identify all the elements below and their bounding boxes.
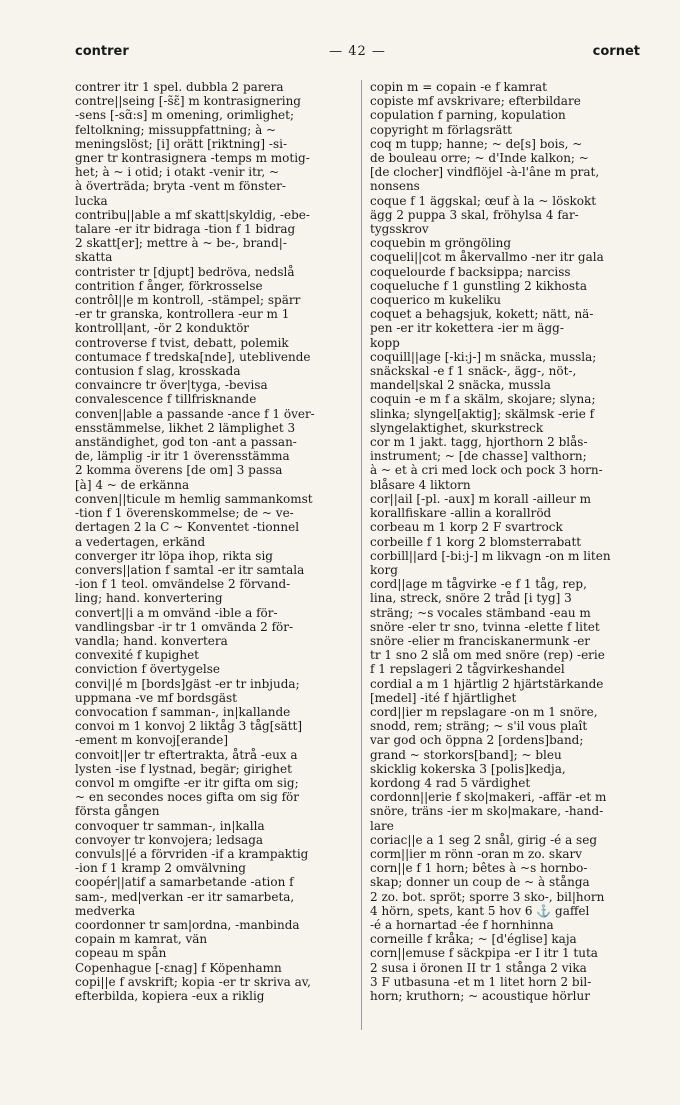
dictionary-line: copin m = copain -e f kamrat	[370, 80, 547, 94]
dictionary-line: convalescence f tillfrisknande	[75, 392, 257, 407]
dictionary-line: lare	[370, 818, 394, 833]
dictionary-line: -ion f 1 teol. omvändelse 2 förvand-	[75, 577, 291, 592]
dictionary-line: cord||age m tågvirke -e f 1 tåg, rep,	[370, 577, 587, 592]
dictionary-line: contribu||able a mf skatt|skyldig, -ebe-	[75, 207, 310, 222]
dictionary-line: coquebin m gröngöling	[370, 236, 512, 251]
dictionary-line: convoyer tr konvojera; ledsaga	[75, 832, 264, 847]
dictionary-line: snöre -elier m franciskanermunk -er	[370, 633, 591, 648]
dictionary-line: à överträda; bryta -vent m fönster-	[75, 179, 286, 194]
dictionary-line: -tion f 1 överenskommelse; de ~ ve-	[75, 506, 294, 521]
dictionary-line: corn||emuse f säckpipa -er I itr 1 tuta	[370, 946, 598, 961]
dictionary-line: vandlingsbar -ir tr 1 omvända 2 för-	[75, 619, 294, 634]
dictionary-line: copulation f parning, kopulation	[370, 108, 566, 123]
dictionary-line: convoi m 1 konvoj 2 liktåg 3 tåg[sätt]	[75, 719, 303, 734]
dictionary-line: lucka	[75, 193, 108, 208]
dictionary-line: corn||e f 1 horn; bêtes à ~s hornbo-	[370, 861, 588, 876]
dictionary-line: [à] 4 ~ de erkänna	[75, 477, 190, 492]
dictionary-line: instrument; ~ [de chasse] valthorn;	[370, 449, 587, 464]
dictionary-line: copyright m förlagsrätt	[370, 122, 512, 137]
dictionary-line: [de clocher] vindflöjel -à-l'âne m prat,	[370, 165, 600, 180]
dictionary-line: à ~ et à cri med lock och pock 3 horn-	[370, 463, 603, 478]
dictionary-line: coquin -e m f a skälm, skojare; slyna;	[370, 392, 596, 407]
dictionary-line: 2 komma överens [de om] 3 passa	[75, 463, 283, 478]
dictionary-line: contrer itr 1 spel. dubbla 2 parera	[75, 80, 284, 94]
dictionary-line: tygsskrov	[370, 222, 429, 237]
dictionary-line: snöre -eler tr sno, tvinna -elette f litet	[370, 619, 600, 634]
dictionary-line: lysten -ise f lystnad, begär; girighet	[75, 761, 292, 776]
dictionary-line: 2 zo. bot. spröt; sporre 3 sko-, bil|horn	[370, 889, 605, 904]
dictionary-line: coqueli||cot m åkervallmo -ner itr gala	[370, 250, 604, 265]
dictionary-line: coriac||e a 1 seg 2 snål, girig -é a seg	[370, 832, 597, 847]
dictionary-line: coquerico m kukeliku	[370, 293, 502, 308]
dictionary-line: conven||able a passande -ance f 1 över-	[75, 406, 315, 421]
dictionary-line: convert||i a m omvänd -ible a för-	[75, 605, 278, 620]
dictionary-line: f 1 repslageri 2 tågvirkeshandel	[370, 662, 565, 677]
dictionary-line: cord||ier m repslagare -on m 1 snöre,	[370, 704, 598, 719]
dictionary-line: mandel|skal 2 snäcka, mussla	[370, 378, 551, 393]
dictionary-line: convers||ation f samtal -er itr samtala	[75, 562, 305, 577]
dictionary-line: blåsare 4 liktorn	[370, 477, 471, 492]
dictionary-line: meningslöst; [i] orätt [riktning] -si-	[75, 136, 288, 151]
dictionary-line: convi||é m [bords]gäst -er tr inbjuda;	[75, 676, 300, 691]
dictionary-line: convoit||er tr eftertrakta, åtrå -eux a	[75, 747, 298, 762]
dictionary-line: corm||ier m rönn -oran m zo. skarv	[370, 846, 583, 861]
dictionary-line: convexité f kupighet	[75, 648, 200, 663]
dictionary-line: cor m 1 jakt. tagg, hjorthorn 2 blås-	[370, 435, 588, 450]
page-number: — 42 —	[329, 44, 386, 59]
dictionary-line: ägg 2 puppa 3 skal, fröhylsa 4 far-	[370, 207, 579, 222]
dictionary-line: feltolkning; missuppfattning; à ~	[75, 122, 277, 137]
dictionary-line: coqueluche f 1 gunstling 2 kikhosta	[370, 278, 588, 293]
dictionary-line: kopp	[370, 335, 400, 350]
dictionary-line: sam-, med|verkan -er itr samarbeta,	[75, 889, 295, 904]
dictionary-line: Copenhague [-ɛnag] f Köpenhamn	[75, 960, 282, 975]
dictionary-line: coordonner tr sam|ordna, -manbinda	[75, 917, 300, 932]
dictionary-line: sträng; ~s vocales stämband -eau m	[370, 605, 591, 620]
dictionary-line: tr 1 sno 2 slå om med snöre (rep) -erie	[370, 648, 605, 663]
dictionary-line: copi||e f avskrift; kopia -er tr skriva av,	[75, 974, 311, 989]
dictionary-line: convol m omgifte -er itr gifta om sig;	[75, 775, 299, 790]
dictionary-line: -sens [-sɑ̃:s] m omening, orimlighet;	[75, 108, 295, 123]
dictionary-line: controverse f tvist, debatt, polemik	[75, 335, 289, 350]
dictionary-line: copiste mf avskrivare; efterbildare	[370, 94, 581, 109]
dictionary-line: -ion f 1 kramp 2 omvälvning	[75, 861, 246, 876]
dictionary-line: -é a hornartad -ée f hornhinna	[370, 917, 554, 932]
dictionary-line: 2 susa i öronen II tr 1 stånga 2 vika	[370, 960, 587, 975]
dictionary-line: anständighet, god ton -ant a passan-	[75, 435, 297, 450]
dictionary-line: conven||ticule m hemlig sammankomst	[75, 491, 313, 506]
left-column	[75, 80, 362, 1030]
dictionary-line: snöre, träns -ier m sko|makare, -hand-	[370, 804, 604, 819]
dictionary-line: coquill||age [-ki:j-] m snäcka, mussla;	[370, 349, 597, 364]
right-column	[370, 80, 650, 1030]
dictionary-line: korg	[370, 562, 398, 577]
dictionary-columns	[75, 80, 650, 1030]
dictionary-line: converger itr löpa ihop, rikta sig	[75, 548, 273, 563]
dictionary-line: ~ en secondes noces gifta om sig för	[75, 790, 300, 805]
dictionary-line: a vedertagen, erkänd	[75, 534, 206, 549]
dictionary-line: slyngelaktighet, skurkstreck	[370, 420, 544, 435]
dictionary-line: skicklig kokerska 3 [polis]kedja,	[370, 761, 566, 776]
dictionary-line: -ement m konvoj[erande]	[75, 733, 229, 748]
dictionary-line: convoquer tr samman-, in|kalla	[75, 818, 265, 833]
dictionary-line: horn; kruthorn; ~ acoustique hörlur	[370, 989, 590, 1003]
dictionary-line: cordonn||erie f sko|makeri, -affär -et m	[370, 790, 607, 805]
dictionary-line: 3 F utbasuna -et m 1 litet horn 2 bil-	[370, 974, 592, 989]
dictionary-line: var god och öppna 2 [ordens]band;	[370, 733, 584, 748]
dictionary-line: skatta	[75, 250, 113, 265]
dictionary-line: efterbilda, kopiera -eux a riklig	[75, 989, 265, 1003]
dictionary-line: ling; hand. konvertering	[75, 591, 223, 606]
dictionary-line: lina, streck, snöre 2 tråd [i tyg] 3	[370, 591, 572, 606]
dictionary-line: pen -er itr kokettera -ier m ägg-	[370, 321, 564, 336]
dictionary-line: grand ~ storkors[band]; ~ bleu	[370, 747, 562, 762]
dictionary-line: coque f 1 äggskal; œuf à la ~ löskokt	[370, 193, 597, 208]
dictionary-line: kontroll|ant, -ör 2 konduktör	[75, 321, 250, 336]
dictionary-line: första gången	[75, 804, 160, 819]
dictionary-line: de bouleau orre; ~ d'Inde kalkon; ~	[370, 151, 589, 166]
dictionary-line: ensstämmelse, likhet 2 lämplighet 3	[75, 420, 296, 435]
dictionary-line: copain m kamrat, vän	[75, 932, 208, 947]
dictionary-line: skap; donner un coup de ~ à stånga	[370, 875, 590, 890]
dictionary-line: 2 skatt[er]; mettre à ~ be-, brand|-	[75, 236, 287, 251]
dictionary-line: snodd, rem; sträng; ~ s'il vous plaît	[370, 719, 588, 734]
dictionary-line: nonsens	[370, 179, 420, 194]
dictionary-line: contumace f tredska[nde], uteblivende	[75, 349, 311, 364]
dictionary-line: corbeau m 1 korp 2 F svartrock	[370, 520, 563, 535]
dictionary-line: copeau m spån	[75, 946, 167, 961]
dictionary-line: korallfiskare -allin a korallröd	[370, 506, 552, 521]
dictionary-line: gner tr kontrasignera -temps m motig-	[75, 151, 310, 166]
page-header	[75, 44, 640, 66]
dictionary-line: de, lämplig -ir itr 1 överensstämma	[75, 449, 290, 464]
dictionary-line: convocation f samman-, in|kallande	[75, 704, 291, 719]
dictionary-line: coopér||atif a samarbetande -ation f	[75, 875, 294, 890]
dictionary-line: kordong 4 rad 5 värdighet	[370, 775, 531, 790]
dictionary-line: corbeille f 1 korg 2 blomsterrabatt	[370, 534, 582, 549]
dictionary-line: conviction f övertygelse	[75, 662, 221, 677]
dictionary-line: slinka; slyngel[aktig]; skälmsk -erie f	[370, 406, 595, 421]
dictionary-line: uppmana -ve mf bordsgäst	[75, 690, 238, 705]
dictionary-line: convaincre tr över|tyga, -bevisa	[75, 378, 268, 393]
dictionary-line: contusion f slag, krosskada	[75, 364, 241, 379]
dictionary-line: snäckskal -e f 1 snäck-, ägg-, nöt-,	[370, 364, 577, 379]
dictionary-line: coquet a behagsjuk, kokett; nätt, nä-	[370, 307, 594, 322]
dictionary-line: contrôl||e m kontroll, -stämpel; spärr	[75, 293, 301, 308]
dictionary-line: 4 hörn, spets, kant 5 hov 6 ⚓ gaffel	[370, 903, 590, 918]
dictionary-line: contrition f ånger, förkrosselse	[75, 278, 263, 293]
dictionary-line: corneille f kråka; ~ [d'église] kaja	[370, 932, 577, 947]
dictionary-line: talare -er itr bidraga -tion f 1 bidrag	[75, 222, 296, 237]
dictionary-line: -er tr granska, kontrollera -eur m 1	[75, 307, 290, 322]
dictionary-line: coquelourde f backsippa; narciss	[370, 264, 571, 279]
dictionary-line: [medel] -ité f hjärtlighet	[370, 690, 517, 705]
dictionary-line: cor||ail [-pl. -aux] m korall -ailleur m	[370, 491, 592, 506]
dictionary-line: medverka	[75, 903, 136, 918]
header-first-entry: contrer	[75, 44, 129, 59]
dictionary-line: dertagen 2 la C ~ Konventet -tionnel	[75, 520, 300, 535]
dictionary-line: vandla; hand. konvertera	[75, 633, 228, 648]
dictionary-line: contre||seing [-s̃ɛ̃] m kontrasignering	[75, 94, 301, 109]
header-last-entry: cornet	[592, 44, 640, 59]
dictionary-line: het; à ~ i otid; i otakt -venir itr, ~	[75, 165, 279, 180]
dictionary-line: corbill||ard [-bi:j-] m likvagn -on m liten	[370, 548, 611, 563]
dictionary-line: cordial a m 1 hjärtlig 2 hjärtstärkande	[370, 676, 604, 691]
dictionary-line: contrister tr [djupt] bedröva, nedslå	[75, 264, 295, 279]
dictionary-line: coq m tupp; hanne; ~ de[s] bois, ~	[370, 136, 583, 151]
dictionary-line: convuls||é a förvriden -if a krampaktig	[75, 846, 309, 861]
